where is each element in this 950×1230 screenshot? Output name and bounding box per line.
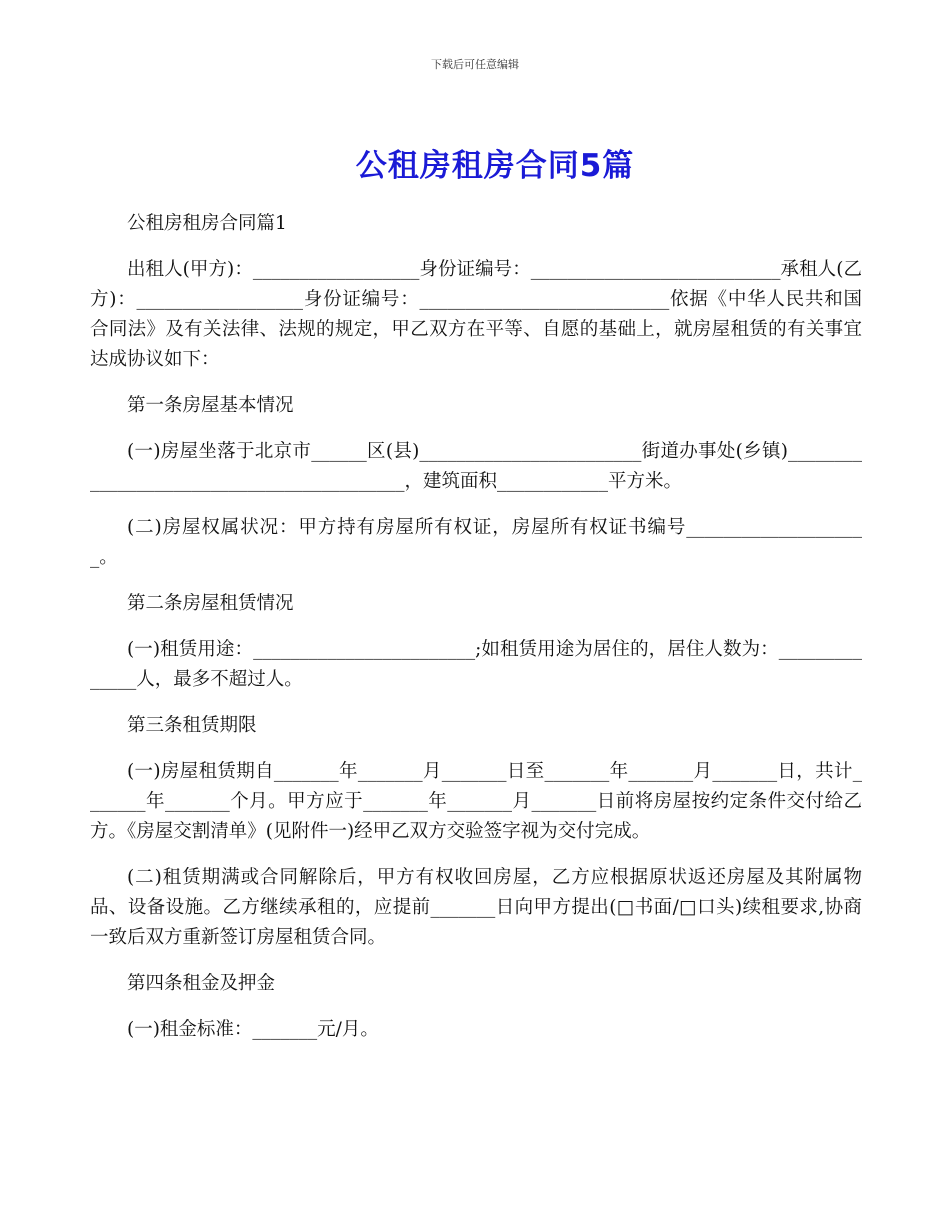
paragraph: (一)房屋租赁期自_______年_______月_______日至_______年_______月_______日，共计_______年_______个月。甲方应于_______年_______月_______日前将房屋按约定条件交付给乙方。《房屋交割清单》(见附件一)经甲乙双方交验签字视为交付完成。 xyxy=(90,761,862,842)
paragraph: (一)房屋坐落于北京市______区(县)________________________街道办事处(乡镇)__________________________________________，建筑面积____________平方米。 xyxy=(90,441,862,492)
paragraph: 出租人(甲方)：__________________身份证编号：___________________________承租人(乙方)：__________________身份证编号：___________________________依据《中华人民共和国合同法》及有关法律、法规的规定，甲乙双方在平等、自愿的基础上，就房屋租赁的有关事宜达成协议如下： xyxy=(90,259,862,370)
clause-heading: 第一条房屋基本情况 xyxy=(127,395,294,416)
paragraph: (一)租金标准：_______元/月。 xyxy=(127,1019,379,1040)
paragraph: (一)租赁用途：________________________;如租赁用途为居住的，居住人数为：______________人，最多不超过人。 xyxy=(90,639,862,690)
document-title: 公租房租房合同5篇 xyxy=(355,148,635,184)
clause-heading: 第三条租赁期限 xyxy=(127,715,257,736)
clause-heading: 第四条租金及押金 xyxy=(127,973,276,994)
section-heading: 公租房租房合同篇1 xyxy=(127,213,287,234)
paragraph: (二)租赁期满或合同解除后，甲方有权收回房屋，乙方应根据原状返还房屋及其附属物品、设备设施。乙方继续承租的，应提前_______日向甲方提出(□书面/□口头)续租要求,协商一致后双方重新签订房屋租赁合同。 xyxy=(90,867,862,948)
header-note: 下载后可任意编辑 xyxy=(431,58,519,71)
document-body xyxy=(90,209,862,1061)
paragraph: (二)房屋权属状况：甲方持有房屋所有权证，房屋所有权证书编号____________________。 xyxy=(90,517,862,568)
clause-heading: 第二条房屋租赁情况 xyxy=(127,593,294,614)
